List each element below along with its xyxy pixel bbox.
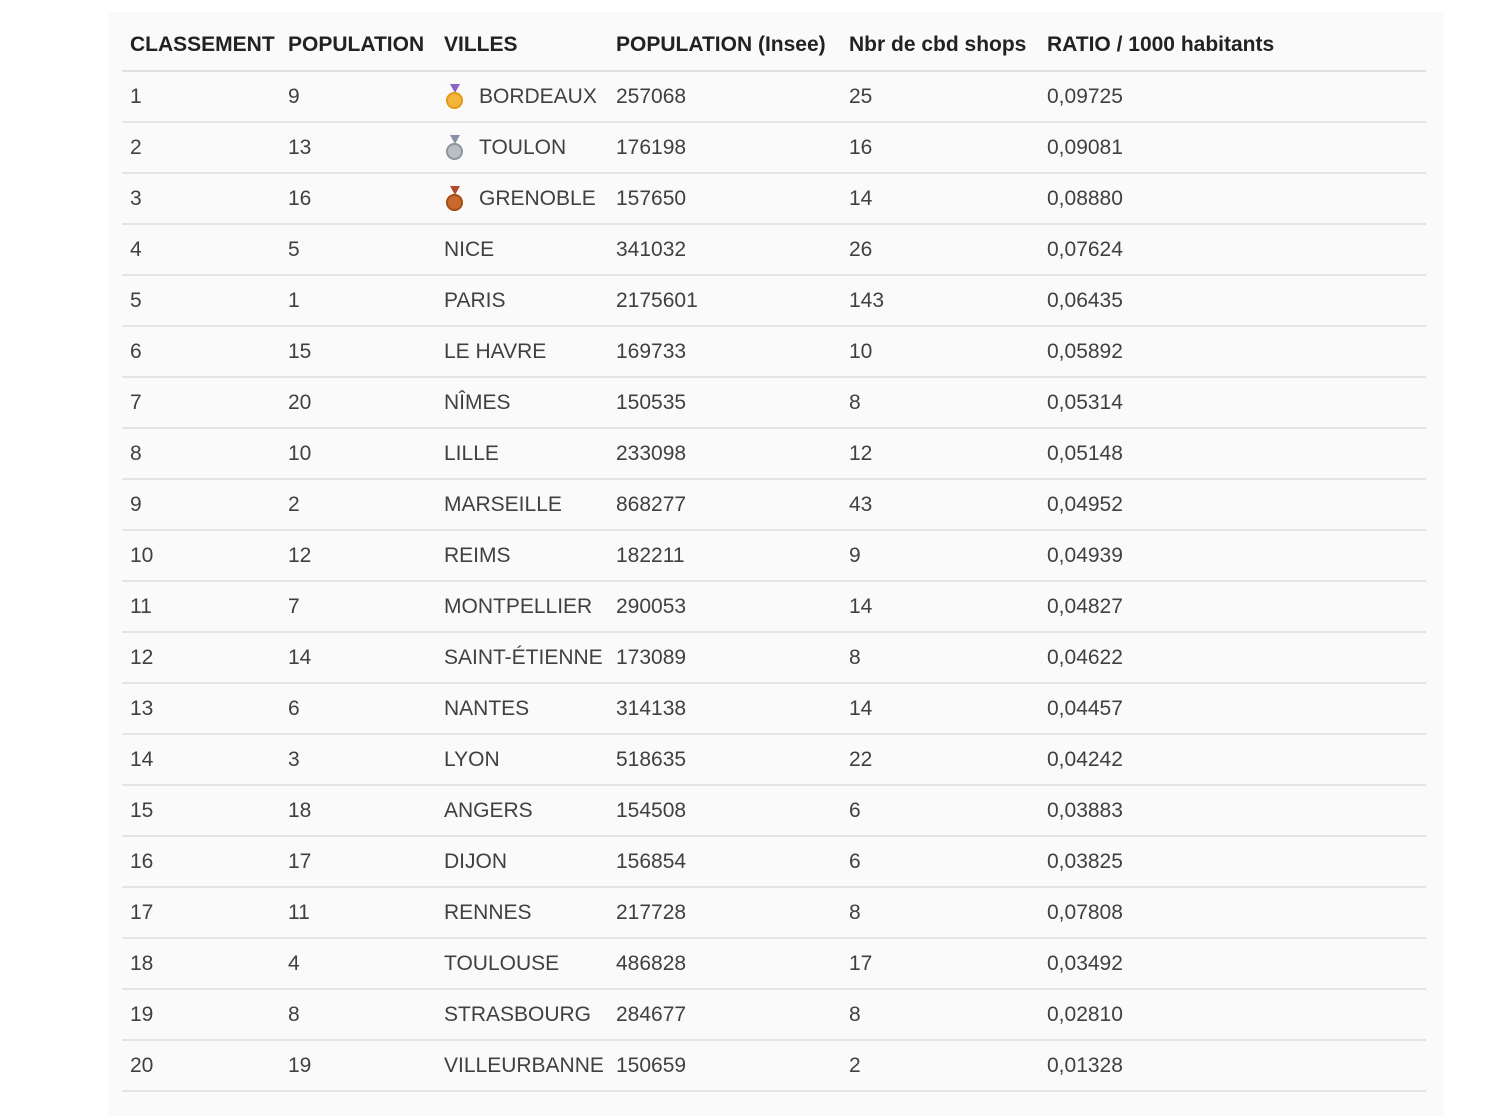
cell-rank: 18: [122, 938, 280, 989]
cell-population-insee: 150659: [608, 1040, 841, 1091]
bronze-medal-icon: [444, 186, 466, 212]
table-row: [122, 224, 1426, 275]
city-name: RENNES: [444, 900, 532, 924]
table-row: [122, 887, 1426, 938]
cell-population-insee: 157650: [608, 173, 841, 224]
city-wrapper: [444, 72, 608, 121]
cell-shops: 8: [841, 989, 1039, 1040]
city-wrapper: [444, 837, 608, 886]
table-row: [122, 479, 1426, 530]
cell-population-rank: 16: [280, 173, 436, 224]
cell-shops: 10: [841, 326, 1039, 377]
city-wrapper: [444, 939, 608, 988]
cell-population-insee: 156854: [608, 836, 841, 887]
cell-population-rank: 4: [280, 938, 436, 989]
city-name: TOULON: [479, 135, 567, 159]
table-row: [122, 989, 1426, 1040]
header-row: [122, 20, 1426, 71]
cell-population-insee: 518635: [608, 734, 841, 785]
cell-rank: 7: [122, 377, 280, 428]
city-wrapper: [444, 429, 608, 478]
cell-ratio: 0,04827: [1039, 581, 1426, 632]
cell-city: [436, 530, 608, 581]
cell-city: [436, 785, 608, 836]
cell-population-rank: 11: [280, 887, 436, 938]
cell-population-rank: 19: [280, 1040, 436, 1091]
cell-ratio: 0,09725: [1039, 71, 1426, 122]
table-header: [122, 20, 1426, 71]
city-wrapper: [444, 174, 608, 223]
city-name: BORDEAUX: [479, 84, 597, 108]
cell-population-rank: 13: [280, 122, 436, 173]
cell-shops: 9: [841, 530, 1039, 581]
table-row: [122, 1040, 1426, 1091]
table-row: [122, 938, 1426, 989]
city-wrapper: [444, 531, 608, 580]
cell-ratio: 0,01328: [1039, 1040, 1426, 1091]
cell-population-rank: 3: [280, 734, 436, 785]
cell-shops: 6: [841, 836, 1039, 887]
cell-shops: 143: [841, 275, 1039, 326]
cell-ratio: 0,07808: [1039, 887, 1426, 938]
city-wrapper: [444, 123, 608, 172]
cell-city: [436, 1040, 608, 1091]
cell-population-insee: 169733: [608, 326, 841, 377]
city-name: ANGERS: [444, 798, 533, 822]
table-row: [122, 581, 1426, 632]
cell-population-rank: 1: [280, 275, 436, 326]
cell-rank: 19: [122, 989, 280, 1040]
city-name: GRENOBLE: [479, 186, 596, 210]
cell-rank: 15: [122, 785, 280, 836]
cell-city: [436, 326, 608, 377]
cell-ratio: 0,04939: [1039, 530, 1426, 581]
cell-population-rank: 17: [280, 836, 436, 887]
table-row: [122, 785, 1426, 836]
cell-shops: 8: [841, 377, 1039, 428]
cell-population-rank: 8: [280, 989, 436, 1040]
cell-ratio: 0,04457: [1039, 683, 1426, 734]
city-wrapper: [444, 480, 608, 529]
city-name: NANTES: [444, 696, 530, 720]
cell-shops: 14: [841, 683, 1039, 734]
city-wrapper: [444, 1041, 608, 1090]
cell-city: [436, 632, 608, 683]
cell-city: [436, 887, 608, 938]
table-row: [122, 530, 1426, 581]
cell-ratio: 0,03825: [1039, 836, 1426, 887]
cell-shops: 25: [841, 71, 1039, 122]
cell-population-insee: 217728: [608, 887, 841, 938]
cell-rank: 20: [122, 1040, 280, 1091]
city-name: LILLE: [444, 441, 499, 465]
cell-rank: 9: [122, 479, 280, 530]
cell-city: [436, 989, 608, 1040]
cell-city: [436, 428, 608, 479]
cell-city: [436, 479, 608, 530]
cell-ratio: 0,04952: [1039, 479, 1426, 530]
gold-medal-icon: [444, 84, 466, 110]
cell-population-insee: 290053: [608, 581, 841, 632]
cell-city: [436, 224, 608, 275]
table-row: [122, 326, 1426, 377]
cell-ratio: 0,09081: [1039, 122, 1426, 173]
cell-ratio: 0,07624: [1039, 224, 1426, 275]
cell-shops: 8: [841, 887, 1039, 938]
header-population-insee: POPULATION (Insee): [608, 20, 841, 71]
city-name: LE HAVRE: [444, 339, 547, 363]
cell-rank: 3: [122, 173, 280, 224]
cell-shops: 14: [841, 581, 1039, 632]
city-wrapper: [444, 633, 608, 682]
cell-population-rank: 6: [280, 683, 436, 734]
cell-rank: 4: [122, 224, 280, 275]
table-row: [122, 275, 1426, 326]
cell-rank: 13: [122, 683, 280, 734]
cell-population-rank: 12: [280, 530, 436, 581]
cell-city: [436, 836, 608, 887]
header-ratio: RATIO / 1000 habitants: [1039, 20, 1426, 71]
cell-population-rank: 14: [280, 632, 436, 683]
cell-population-rank: 15: [280, 326, 436, 377]
city-wrapper: [444, 225, 608, 274]
cell-ratio: 0,06435: [1039, 275, 1426, 326]
cell-population-insee: 284677: [608, 989, 841, 1040]
cell-population-rank: 20: [280, 377, 436, 428]
table-row: [122, 71, 1426, 122]
cell-ratio: 0,04622: [1039, 632, 1426, 683]
cell-ratio: 0,03492: [1039, 938, 1426, 989]
city-name: VILLEURBANNE: [444, 1053, 604, 1077]
cell-rank: 16: [122, 836, 280, 887]
cell-city: [436, 173, 608, 224]
cell-ratio: 0,08880: [1039, 173, 1426, 224]
city-name: MARSEILLE: [444, 492, 562, 516]
cell-population-insee: 150535: [608, 377, 841, 428]
cell-city: [436, 275, 608, 326]
cell-population-rank: 7: [280, 581, 436, 632]
city-name: TOULOUSE: [444, 951, 560, 975]
cell-rank: 10: [122, 530, 280, 581]
cell-ratio: 0,05892: [1039, 326, 1426, 377]
cell-rank: 6: [122, 326, 280, 377]
city-wrapper: [444, 990, 608, 1039]
cell-shops: 43: [841, 479, 1039, 530]
city-name: LYON: [444, 747, 500, 771]
city-name: PARIS: [444, 288, 506, 312]
cell-city: [436, 734, 608, 785]
table-row: [122, 173, 1426, 224]
cell-city: [436, 581, 608, 632]
cell-rank: 5: [122, 275, 280, 326]
cell-shops: 26: [841, 224, 1039, 275]
city-wrapper: [444, 735, 608, 784]
cell-shops: 14: [841, 173, 1039, 224]
cell-shops: 16: [841, 122, 1039, 173]
cell-rank: 11: [122, 581, 280, 632]
table-panel: [108, 12, 1444, 1116]
city-name: DIJON: [444, 849, 507, 873]
cell-population-rank: 5: [280, 224, 436, 275]
cell-city: [436, 938, 608, 989]
ranking-table: [122, 20, 1426, 1092]
city-wrapper: [444, 582, 608, 631]
cell-ratio: 0,05148: [1039, 428, 1426, 479]
city-name: NÎMES: [444, 390, 511, 414]
cell-population-insee: 154508: [608, 785, 841, 836]
header-rank: CLASSEMENT: [122, 20, 280, 71]
city-name: REIMS: [444, 543, 511, 567]
cell-population-insee: 173089: [608, 632, 841, 683]
cell-rank: 14: [122, 734, 280, 785]
table-row: [122, 428, 1426, 479]
table-row: [122, 377, 1426, 428]
cell-city: [436, 71, 608, 122]
cell-population-rank: 9: [280, 71, 436, 122]
city-wrapper: [444, 276, 608, 325]
cell-population-rank: 18: [280, 785, 436, 836]
cell-population-insee: 868277: [608, 479, 841, 530]
city-wrapper: [444, 888, 608, 937]
city-name: MONTPELLIER: [444, 594, 593, 618]
table-row: [122, 683, 1426, 734]
table-row: [122, 734, 1426, 785]
cell-city: [436, 377, 608, 428]
cell-shops: 22: [841, 734, 1039, 785]
cell-shops: 8: [841, 632, 1039, 683]
table-row: [122, 632, 1426, 683]
city-name: SAINT-ÉTIENNE: [444, 645, 603, 669]
cell-population-insee: 182211: [608, 530, 841, 581]
cell-rank: 8: [122, 428, 280, 479]
silver-medal-icon: [444, 135, 466, 161]
city-wrapper: [444, 684, 608, 733]
city-name: STRASBOURG: [444, 1002, 592, 1026]
cell-rank: 1: [122, 71, 280, 122]
cell-ratio: 0,03883: [1039, 785, 1426, 836]
cell-population-insee: 176198: [608, 122, 841, 173]
cell-shops: 12: [841, 428, 1039, 479]
cell-population-insee: 2175601: [608, 275, 841, 326]
cell-ratio: 0,02810: [1039, 989, 1426, 1040]
city-name: NICE: [444, 237, 495, 261]
cell-ratio: 0,04242: [1039, 734, 1426, 785]
cell-population-insee: 257068: [608, 71, 841, 122]
cell-population-insee: 341032: [608, 224, 841, 275]
cell-shops: 2: [841, 1040, 1039, 1091]
city-wrapper: [444, 786, 608, 835]
cell-shops: 17: [841, 938, 1039, 989]
cell-rank: 12: [122, 632, 280, 683]
cell-ratio: 0,05314: [1039, 377, 1426, 428]
cell-city: [436, 683, 608, 734]
cell-population-rank: 10: [280, 428, 436, 479]
header-city: VILLES: [436, 20, 608, 71]
cell-city: [436, 122, 608, 173]
table-row: [122, 836, 1426, 887]
cell-rank: 2: [122, 122, 280, 173]
cell-population-insee: 486828: [608, 938, 841, 989]
table-body: [122, 71, 1426, 1091]
cell-population-insee: 314138: [608, 683, 841, 734]
cell-population-insee: 233098: [608, 428, 841, 479]
cell-rank: 17: [122, 887, 280, 938]
table-row: [122, 122, 1426, 173]
cell-shops: 6: [841, 785, 1039, 836]
header-population-rank: POPULATION: [280, 20, 436, 71]
city-wrapper: [444, 327, 608, 376]
header-shops: Nbr de cbd shops: [841, 20, 1039, 71]
cell-population-rank: 2: [280, 479, 436, 530]
city-wrapper: [444, 378, 608, 427]
